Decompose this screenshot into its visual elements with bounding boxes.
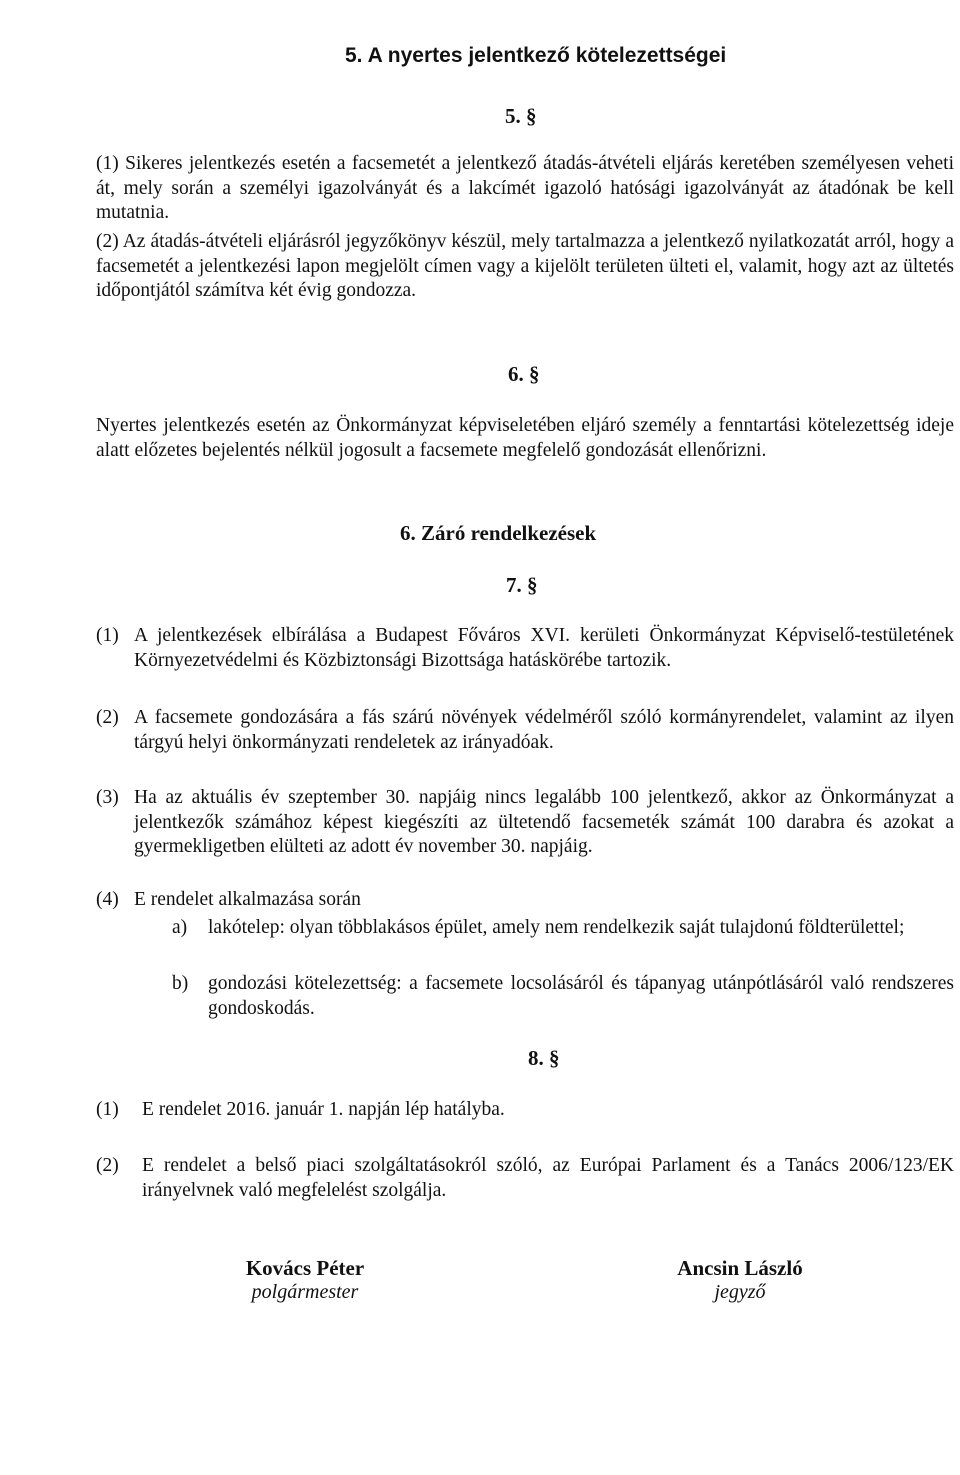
paragraph-text: A jelentkezések elbírálása a Budapest Főváros XVI. kerületi Önkormányzat Képviselő-testületének Környezetvédelmi és Közbiztonsági Bizottsága hatáskörébe tartozik. xyxy=(134,625,954,671)
paragraph-text: E rendelet 2016. január 1. napján lép hatályba. xyxy=(142,1099,505,1120)
paragraph-label: (1) xyxy=(96,625,119,646)
paragraph-label: (3) xyxy=(96,787,119,808)
paragraph-text: Ha az aktuális év szeptember 30. napjáig nincs legalább 100 jelentkező, akkor az Önkormányzat a jelentkezők számához képest kiegészíti az ültetendő facsemeték számát 100 darabra és azokat a gyermekligetben elülteti az adott év november 30. napjáig. xyxy=(134,787,954,857)
paragraph-text: E rendelet alkalmazása során xyxy=(134,889,361,910)
paragraph-text: E rendelet a belső piaci szolgáltatásokról szóló, az Európai Parlament és a Tanács 2006/123/EK irányelvnek való megfelelést szolgálja. xyxy=(142,1155,954,1201)
list-item-text: gondozási kötelezettség: a facsemete locsolásáról és tápanyag utánpótlásáról való rendszeres gondoskodás. xyxy=(208,973,954,1019)
list-marker: b) xyxy=(172,973,189,994)
paragraph-number: 5. § xyxy=(505,104,537,128)
paragraph-text: A facsemete gondozására a fás szárú növények védelméről szóló kormányrendelet, valamint az ilyen tárgyú helyi önkormányzati rendeletek az irányadóak. xyxy=(134,707,954,753)
list-item-text: lakótelep: olyan többlakásos épület, amely nem rendelkezik saját tulajdonú földterülettel; xyxy=(208,917,905,938)
paragraph-label: (2) xyxy=(96,1155,119,1176)
paragraph-label: (1) xyxy=(96,1099,119,1120)
signatory-role: polgármester xyxy=(251,1281,359,1303)
paragraph-label: (2) xyxy=(96,707,119,728)
paragraph-number: 8. § xyxy=(528,1046,560,1070)
paragraph-number: 7. § xyxy=(506,573,538,597)
signatory-role: jegyző xyxy=(714,1281,766,1303)
list-marker: a) xyxy=(172,917,188,938)
paragraph-6: Nyertes jelentkezés esetén az Önkormányzat képviseletében eljáró személy a fenntartási kötelezettség ideje alatt előzetes bejelentés nélkül jogosult a facsemete megfelelő gondozását ellenőrizni. xyxy=(96,415,954,461)
signature-block-notary xyxy=(635,1256,845,1304)
section-heading: 6. Záró rendelkezések xyxy=(400,521,597,545)
signatory-name: Kovács Péter xyxy=(245,1256,365,1280)
signatory-name: Ancsin László xyxy=(677,1256,803,1280)
paragraph-label: (4) xyxy=(96,889,119,910)
section-heading: 5. A nyertes jelentkező kötelezettségei xyxy=(345,44,727,67)
paragraph-5-2: (2) Az átadás-átvételi eljárásról jegyzőkönyv készül, mely tartalmazza a jelentkező nyilatkozatát arról, hogy a facsemetét a jelentkezési lapon megjelölt címen vagy a kijelölt területen ülteti el, valamit, hogy azt az ültetés időpontjától számítva két évig gondozza. xyxy=(96,231,954,301)
paragraph-5-1: (1) Sikeres jelentkezés esetén a facsemetét a jelentkező átadás-átvételi eljárás keretében személyesen veheti át, mely során a személyi igazolványát és a lakcímét igazoló hatósági igazolványát az átadónak be kell mutatnia. xyxy=(96,153,954,223)
paragraph-number: 6. § xyxy=(508,362,540,386)
signature-block-mayor xyxy=(200,1256,410,1304)
